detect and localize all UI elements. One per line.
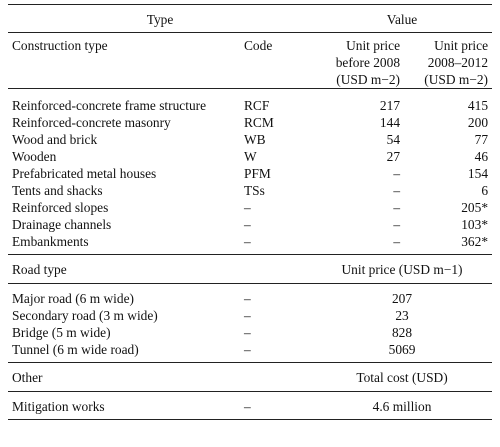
unit-price-before-header — [312, 33, 404, 89]
road-type-cell: Major road (6 m wide) — [8, 284, 240, 308]
table-row — [8, 97, 492, 114]
table-row — [8, 148, 492, 165]
table-row — [8, 114, 492, 131]
after-price-cell: 205* — [461, 200, 489, 215]
after-price-cell: 46 — [474, 149, 489, 164]
table-row — [8, 216, 492, 233]
construction-type-cell: Drainage channels — [12, 217, 112, 232]
before-price-cell: – — [393, 234, 401, 249]
cost-table-container — [8, 4, 492, 420]
other-type-cell: Mitigation works — [8, 392, 240, 420]
road-price-cell: 23 — [395, 308, 409, 323]
road-type-cell: Tunnel (6 m wide road) — [12, 342, 139, 357]
construction-type-cell: Prefabricated metal houses — [12, 166, 157, 181]
road-unit-price-header: Unit price (USD m−1) — [312, 255, 492, 284]
code-cell: – — [240, 392, 312, 420]
after-price-cell: 103* — [461, 217, 489, 232]
construction-type-cell: Reinforced-concrete frame structure — [12, 98, 207, 113]
after-price-cell: 415 — [467, 98, 489, 113]
before-price-cell: – — [393, 217, 401, 232]
unit-price-before-line3: (USD m−2) — [336, 72, 401, 87]
construction-type-header: Construction type — [8, 33, 240, 89]
before-price-cell: 27 — [386, 149, 401, 164]
code-cell: RCM — [244, 115, 274, 130]
unit-price-after-line2: 2008–2012 — [427, 55, 489, 70]
before-price-cell: 54 — [386, 132, 401, 147]
table-header-row — [8, 5, 492, 33]
construction-type-cell: Reinforced-concrete masonry — [12, 115, 171, 130]
after-price-cell: 6 — [481, 183, 489, 198]
code-cell: PFM — [244, 166, 271, 181]
unit-price-before-line1: Unit price — [346, 38, 401, 53]
table-row — [8, 341, 492, 363]
code-cell: – — [244, 308, 251, 323]
column-header-row — [8, 33, 492, 89]
code-cell: WB — [244, 132, 266, 147]
code-cell: W — [244, 149, 257, 164]
road-type-cell: Bridge (5 m wide) — [12, 325, 111, 340]
code-cell: – — [244, 325, 251, 340]
table-row — [8, 233, 492, 255]
construction-type-cell: Tents and shacks — [12, 183, 103, 198]
table-row — [8, 392, 492, 420]
table-row — [8, 199, 492, 216]
construction-type-cell: Wood and brick — [12, 132, 98, 147]
road-price-cell: 828 — [391, 325, 413, 340]
unit-price-table — [8, 4, 492, 420]
table-row — [8, 307, 492, 324]
unit-price-after-line1: Unit price — [434, 38, 489, 53]
before-price-cell: 144 — [379, 115, 401, 130]
before-price-cell: 217 — [379, 98, 401, 113]
construction-type-cell: Embankments — [12, 234, 89, 249]
road-price-cell: 5069 — [388, 342, 416, 357]
code-cell: – — [244, 234, 251, 249]
road-type-cell: Secondary road (3 m wide) — [12, 308, 158, 323]
before-price-cell: – — [393, 200, 401, 215]
after-price-cell: 154 — [467, 166, 489, 181]
before-price-cell: – — [393, 183, 401, 198]
construction-type-cell: Wooden — [12, 149, 57, 164]
code-cell: RCF — [244, 98, 270, 113]
after-price-cell: 77 — [474, 132, 489, 147]
construction-type-cell: Reinforced slopes — [12, 200, 109, 215]
code-cell: – — [240, 284, 312, 308]
before-price-cell: – — [393, 166, 401, 181]
code-cell: – — [244, 217, 251, 232]
road-price-cell: 207 — [312, 284, 492, 308]
road-type-header: Road type — [8, 255, 312, 284]
table-row — [8, 131, 492, 148]
after-price-cell: 200 — [467, 115, 489, 130]
code-cell: – — [244, 200, 251, 215]
unit-price-before-line2: before 2008 — [335, 55, 401, 70]
header-gap — [8, 89, 492, 98]
other-section-header-row — [8, 363, 492, 392]
total-cost-header: Total cost (USD) — [312, 363, 492, 392]
code-cell: – — [244, 342, 251, 357]
table-row — [8, 324, 492, 341]
type-header: Type — [8, 5, 312, 33]
code-cell: TSs — [244, 183, 265, 198]
after-price-cell: 362* — [461, 234, 489, 249]
table-row — [8, 284, 492, 308]
table-row — [8, 182, 492, 199]
road-section-header-row — [8, 255, 492, 284]
total-cost-cell: 4.6 million — [312, 392, 492, 420]
unit-price-after-header — [404, 33, 492, 89]
unit-price-after-line3: (USD m−2) — [424, 72, 489, 87]
other-header: Other — [8, 363, 312, 392]
table-row — [8, 165, 492, 182]
value-header: Value — [312, 5, 492, 33]
code-header: Code — [240, 33, 312, 89]
